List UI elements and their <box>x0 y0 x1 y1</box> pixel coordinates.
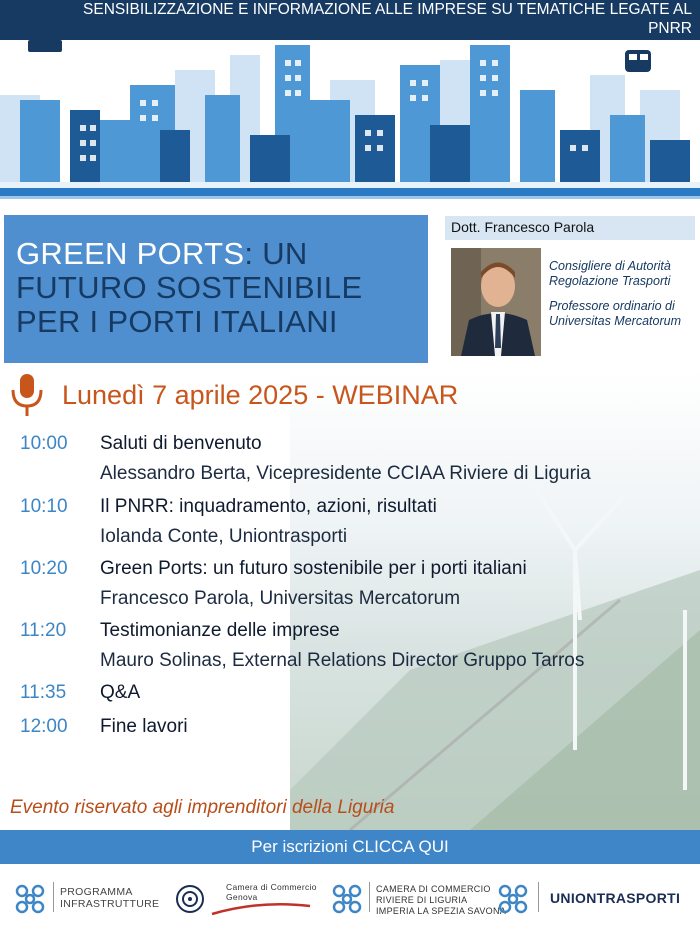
event-date: Lunedì 7 aprile 2025 - WEBINAR <box>62 380 459 410</box>
genova-chamber-logo <box>226 882 317 902</box>
agenda-speaker: Alessandro Berta, Vicepresidente CCIAA Riviere di Liguria <box>100 463 591 484</box>
agenda-title: Il PNRR: inquadramento, azioni, risultati <box>100 496 437 517</box>
speaker-photo <box>451 248 541 356</box>
skyline-icon <box>0 40 700 195</box>
logo2-line2: Genova <box>226 892 258 902</box>
city-skyline-illustration <box>0 40 700 195</box>
logo-divider <box>538 882 539 912</box>
logo3-line1: CAMERA DI COMMERCIO <box>376 884 491 894</box>
speaker-role-2: Professore ordinario di Universitas Mercatorum <box>549 299 681 328</box>
agenda-time: 12:00 <box>20 716 68 737</box>
agenda-title: Testimonianze delle imprese <box>100 620 340 641</box>
logo-divider <box>369 882 370 912</box>
logo2-line1: Camera di Commercio <box>226 882 317 892</box>
agenda-time: 11:35 <box>20 682 67 703</box>
agenda-time: 10:20 <box>20 558 68 579</box>
uniontrasporti-logo-icon <box>495 878 531 920</box>
title-line-2: FUTURO SOSTENIBILE <box>16 270 363 305</box>
programma-infrastrutture-logo <box>60 886 159 910</box>
agenda-time: 11:20 <box>20 620 67 641</box>
title-accent: GREEN PORTS <box>16 236 245 271</box>
title-line-1-rest: : UN <box>244 236 308 271</box>
riviere-liguria-logo-icon <box>329 878 365 920</box>
footer-logos <box>0 868 700 933</box>
logo3-line2: RIVIERE DI LIGURIA <box>376 895 468 905</box>
riviere-liguria-logo <box>376 884 506 917</box>
agenda-title: Q&A <box>100 682 141 703</box>
agenda-time: 10:10 <box>20 496 68 517</box>
speaker-role-1: Consigliere di Autorità Regolazione Trasporti <box>549 259 671 288</box>
event-title <box>16 237 416 339</box>
genova-swoosh-icon <box>210 902 315 916</box>
banner-line-2: PNRR <box>648 20 692 37</box>
agenda-speaker: Francesco Parola, Universitas Mercatorum <box>100 588 461 609</box>
logo3-line3: IMPERIA LA SPEZIA SAVONA <box>376 906 507 916</box>
logo1-line1: PROGRAMMA <box>60 886 133 898</box>
microphone-icon <box>8 372 46 418</box>
skyline-divider-light <box>0 196 700 199</box>
reserved-notice: Evento riservato agli imprenditori della Liguria <box>10 797 395 818</box>
speaker-roles <box>549 259 697 339</box>
agenda-speaker: Iolanda Conte, Uniontrasporti <box>100 526 348 547</box>
genova-chamber-seal-icon <box>175 878 205 920</box>
event-title-box <box>4 215 428 363</box>
logo-divider <box>53 882 54 912</box>
agenda-time: 10:00 <box>20 433 68 454</box>
agenda-title: Fine lavori <box>100 716 188 737</box>
speaker-name: Dott. Francesco Parola <box>445 216 695 240</box>
logo1-line2: INFRASTRUTTURE <box>60 898 160 910</box>
title-line-3: PER I PORTI ITALIANI <box>16 304 338 339</box>
agenda-title: Saluti di benvenuto <box>100 433 262 454</box>
uniontrasporti-logo: UNIONTRASPORTI <box>550 890 681 906</box>
agenda-speaker: Mauro Solinas, External Relations Director Gruppo Tarros <box>100 650 585 671</box>
banner-line-1: SENSIBILIZZAZIONE E INFORMAZIONE ALLE IMPRESE SU TEMATICHE LEGATE AL <box>83 1 692 18</box>
registration-link[interactable]: Per iscrizioni CLICCA QUI <box>0 830 700 864</box>
skyline-divider <box>0 188 700 196</box>
programma-infrastrutture-logo-icon <box>12 878 48 920</box>
agenda-title: Green Ports: un futuro sostenibile per i porti italiani <box>100 558 527 579</box>
top-banner <box>0 0 700 40</box>
